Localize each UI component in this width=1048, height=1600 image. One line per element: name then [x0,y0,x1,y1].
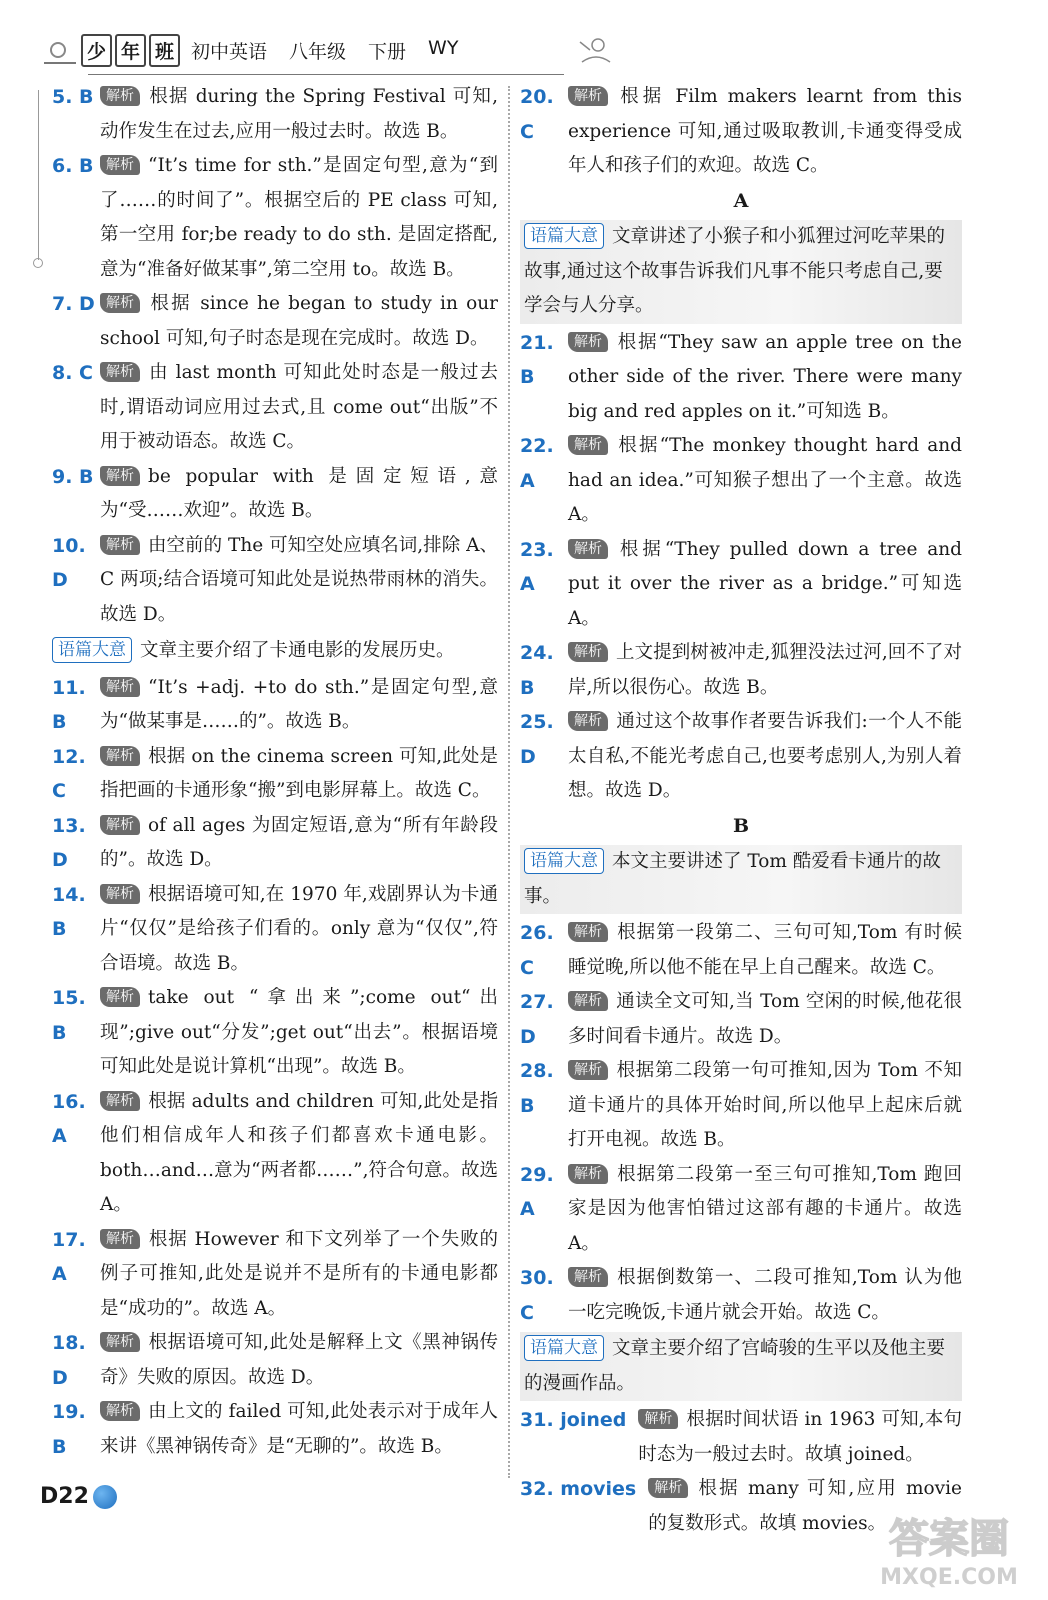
analysis-tag: 解析 [100,746,140,766]
analysis-tag: 解析 [568,435,608,455]
brand-char-2: 年 [115,34,146,67]
answer-number: 28. B [520,1060,554,1117]
analysis-tag: 解析 [100,155,140,175]
answer-number: 11. B [52,676,86,733]
answer-item [520,1261,962,1330]
analysis-tag: 解析 [100,677,140,697]
answer-item [520,985,962,1054]
analysis-tag: 解析 [100,86,140,106]
answer-item [52,1395,498,1464]
analysis-tag: 解析 [568,642,608,662]
answer-number: 21. B [520,331,554,388]
passage-summary [520,845,962,914]
watermark-line2: MXQE.COM [880,1565,1018,1590]
answer-explanation: 由 last month 可知此处时态是一般过去时,谓语动词应用过去式,且 come out“出版”不用于被动语态。故选 C。 [100,362,498,452]
passage-summary-text: 文章讲述了小猴子和小狐狸过河吃苹果的故事,通过这个故事告诉我们凡事不能只考虑自己,要学会与人分享。 [524,226,946,316]
answer-number: 16. A [52,1090,86,1147]
analysis-tag: 解析 [568,1267,608,1287]
answer-number: 24. B [520,642,554,699]
answer-explanation: 根据第二段第一句可推知,因为 Tom 不知道卡通片的具体开始时间,所以他早上起床后就打开电视。故选 B。 [568,1060,962,1150]
answer-explanation: 通过这个故事作者要告诉我们:一个人不能太自私,不能光考虑自己,也要考虑别人,为别人着想。故选 D。 [568,711,962,801]
answer-item [52,356,498,460]
answer-item [52,1085,498,1223]
answer-item [52,1223,498,1327]
header-subject: 初中英语 [191,41,268,63]
analysis-tag: 解析 [568,711,608,731]
analysis-tag: 解析 [100,815,140,835]
brand [44,34,564,67]
answer-number: 7. D [52,293,95,315]
margin-rule [38,90,39,260]
analysis-tag: 解析 [568,922,608,942]
answer-number: 15. B [52,987,86,1044]
answer-explanation: be popular with 是固定短语,意为“受……欢迎”。故选 B。 [100,465,498,521]
section-heading-a: A [733,189,749,212]
answer-explanation: 根据 since he began to study in our school 可知,句子时态是现在完成时。故选 D。 [100,293,498,349]
page-number: D22 [40,1484,89,1509]
brand-char-1: 少 [81,34,112,67]
page-footer [40,1484,117,1509]
answer-explanation: 由上文的 failed 可知,此处表示对于成年人来讲《黑神锅传奇》是“无聊的”。故选 B。 [100,1401,498,1457]
passage-summary-label: 语篇大意 [524,848,604,874]
analysis-tag: 解析 [638,1409,678,1429]
answer-explanation: 根据 on the cinema screen 可知,此处是指把画的卡通形象“搬”到电影屏幕上。故选 C。 [100,745,498,801]
answer-number: 26. C [520,922,554,979]
answer-item [52,1326,498,1395]
answer-item [52,287,498,356]
answer-number: 9. B [52,465,94,488]
margin-ring-icon [33,258,43,268]
passage-summary-text: 文章主要介绍了宫崎骏的生平以及他主要的漫画作品。 [524,1338,946,1394]
passage-summary [520,220,962,324]
answer-number: 29. A [520,1163,554,1220]
answer-explanation: 根据 However 和下文列举了一个失败的例子可推知,此处是说并不是所有的卡通电影都是“成功的”。故选 A。 [100,1228,498,1319]
header-rule [88,74,564,75]
answer-item [520,429,962,533]
answer-explanation: 根据“The monkey thought hard and had an idea.”可知猴子想出了一个主意。故选 A。 [568,435,962,525]
answer-explanation: 根据 during the Spring Festival 可知,动作发生在过去,应用一般过去时。故选 B。 [100,86,498,142]
answer-number: 30. C [520,1267,554,1324]
section-heading-b: B [732,814,750,837]
answer-number: 6. B [52,155,94,177]
analysis-tag: 解析 [100,987,140,1007]
answer-explanation: 根据第二段第一至三句可推知,Tom 跑回家是因为他害怕错过这部有趣的卡通片。故选 A。 [568,1163,962,1254]
answer-number: 10. D [52,534,86,591]
analysis-tag: 解析 [568,1060,608,1080]
answer-item [520,80,962,184]
analysis-tag: 解析 [648,1478,688,1498]
answer-number: 23. A [520,538,554,595]
answer-explanation: take out “拿出来”;come out“出现”;give out“分发”;get out“出去”。根据语境可知此处是说计算机“出现”。故选 B。 [100,987,498,1077]
answer-explanation: 上文提到树被冲走,狐狸没法过河,回不了对岸,所以很伤心。故选 B。 [568,642,962,698]
answer-item [52,878,498,982]
page-header [44,34,564,80]
answer-number: 31. joined [520,1409,627,1431]
answer-explanation: 由空前的 The 可知空处应填名词,排除 A、C 两项;结合语境可知此处是说热带雨林的消失。故选 D。 [100,534,498,625]
answer-explanation: 根据时间状语 in 1963 可知,本句时态为一般过去时。故填 joined。 [638,1409,962,1465]
reader-cartoon-icon [578,36,612,64]
passage-summary-text: 文章主要介绍了卡通电影的发展历史。 [140,640,455,661]
header-meta [191,37,458,64]
answer-item [520,1158,962,1262]
answer-explanation: of all ages 为固定短语,意为“所有年龄段的”。故选 D。 [100,814,498,870]
answer-item [52,149,498,287]
analysis-tag: 解析 [100,1091,140,1111]
analysis-tag: 解析 [568,86,608,106]
answer-number: 14. B [52,883,86,940]
answer-item [520,1403,962,1472]
answer-item [52,529,498,633]
analysis-tag: 解析 [100,362,140,382]
passage-summary-label: 语篇大意 [524,1335,604,1361]
passage-summary-text: 本文主要讲述了 Tom 酷爱看卡通片的故事。 [524,851,941,907]
analysis-tag: 解析 [568,1164,608,1184]
answer-explanation: 根据倒数第一、二段可推知,Tom 认为他一吃完晚饭,卡通片就会开始。故选 C。 [568,1267,962,1323]
analysis-tag: 解析 [100,884,140,904]
watermark-logo [864,1506,1034,1592]
answer-item [52,671,498,740]
answer-number: 19. B [52,1401,86,1458]
page-badge-icon [93,1485,117,1509]
answer-explanation: 通读全文可知,当 Tom 空闲的时候,他花很多时间看卡通片。故选 D。 [568,991,962,1047]
header-edition: WY [428,37,459,59]
analysis-tag: 解析 [100,293,140,313]
answer-number: 17. A [52,1228,86,1285]
answer-explanation: 根据“They saw an apple tree on the other side of the river. There were many big and red apples on it.”可知选 B。 [568,331,962,422]
answer-number: 25. D [520,711,554,768]
answer-item [520,326,962,430]
analysis-tag: 解析 [100,1401,140,1421]
analysis-tag: 解析 [568,991,608,1011]
answer-explanation: 根据 Film makers learnt from this experience 可知,通过吸取教训,卡通变得受成年人和孩子们的欢迎。故选 C。 [568,86,962,176]
analysis-tag: 解析 [100,1229,140,1249]
answer-number: 13. D [52,814,86,871]
answer-item [520,1054,962,1158]
brand-pen-icon [44,38,76,64]
passage-summary [520,1332,962,1401]
analysis-tag: 解析 [568,539,608,559]
watermark-line1: 答案圈 [889,1516,1009,1562]
answer-explanation: 根据“They pulled down a tree and put it over the river as a bridge.”可知选 A。 [568,538,962,629]
answer-explanation: “It’s time for sth.”是固定句型,意为“到了……的时间了”。根据空后的 PE class 可知,第一空用 for;be ready to do sth. 是固定搭配,意为“准备好做某事”,第二空用 to。故选 B。 [100,155,498,280]
answer-item [52,740,498,809]
column-divider [508,86,510,1478]
passage-summary [52,634,498,669]
answer-number: 32. movies [520,1478,637,1500]
answer-number: 20. C [520,86,554,143]
answer-explanation: 根据第一段第二、三句可知,Tom 有时候睡觉晚,所以他不能在早上自己醒来。故选 C。 [568,922,962,978]
answer-explanation: 根据 adults and children 可知,此处是指他们相信成年人和孩子们都喜欢卡通电影。both…and…意为“两者都……”,符合句意。故选 A。 [100,1090,498,1215]
header-volume: 下册 [368,41,407,63]
answer-explanation: 根据语境可知,在 1970 年,戏剧界认为卡通片“仅仅”是给孩子们看的。only 意为“仅仅”,符合语境。故选 B。 [100,883,498,974]
answer-item [52,981,498,1085]
analysis-tag: 解析 [100,1332,140,1352]
right-column [520,80,962,1541]
answer-explanation: 根据语境可知,此处是解释上文《黑神锅传奇》失败的原因。故选 D。 [100,1332,498,1388]
answer-item [520,636,962,705]
answer-item [520,533,962,637]
answer-number: 8. C [52,362,93,384]
analysis-tag: 解析 [100,466,140,486]
answer-number: 18. D [52,1332,86,1389]
brand-char-3: 班 [149,34,180,67]
answer-number: 5. B [52,86,94,108]
answer-item [520,916,962,985]
analysis-tag: 解析 [568,332,608,352]
passage-summary-label: 语篇大意 [524,223,604,249]
answer-number: 27. D [520,991,554,1048]
answer-explanation: “It’s +adj. +to do sth.”是固定句型,意为“做某事是……的”。故选 B。 [100,676,498,732]
answer-item [520,705,962,809]
passage-summary-label: 语篇大意 [52,637,132,663]
answer-explanation: 根据 many 可知,应用 movie 的复数形式。故填 movies。 [648,1478,962,1534]
left-column [52,80,498,1464]
answer-number: 12. C [52,745,86,802]
answer-item [52,809,498,878]
analysis-tag: 解析 [100,535,140,555]
answer-item [52,460,498,529]
header-grade: 八年级 [289,41,347,63]
answer-item [52,80,498,149]
answer-number: 22. A [520,435,554,492]
